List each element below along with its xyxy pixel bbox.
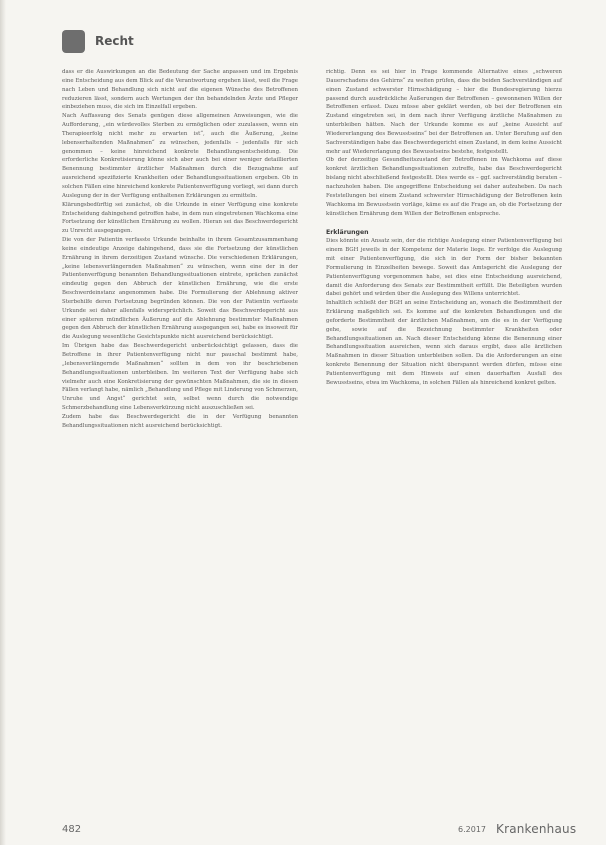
paragraph: Nach Auffassung des Senats genügen diese allgemeinen Anweisungen, wie die Aufforderung, „ein würdevolles Sterben zu ermöglichen oder zuzulassen, wenn ein Therapieerfolg nicht mehr zu erwarten ist“, auch die Äußerung, „keine lebenserhaltenden Maßnahmen“ zu wünschen, jedenfalls – jedenfalls für sich genommen – keine hinreichend konkrete Behandlungsentscheidung. Die erforderliche Konkretisierung könne sich aber auch bei einer weniger detaillierten Benennung bestimmter ärztlicher Maßnahmen durch die Bezugnahme auf ausreichend spezifizierte Krankheiten oder Behandlungssituationen ergeben. Ob in solchen Fällen eine hinreichend konkrete Patientenverfügung vorliegt, sei dann durch Auslegung der in der Verfügung enthaltenen Erklärungen zu ermitteln. (62, 113, 298, 199)
issue-label: 6.2017 (458, 825, 486, 834)
paragraph: Zudem habe das Beschwerdegericht die in der Verfügung benannten Behandlungssituationen nicht ausreichend berücksichtigt. (62, 413, 298, 429)
section-badge-icon (62, 30, 85, 53)
paragraph: Inhaltlich schließt der BGH an seine Entscheidung an, wonach die Bestimmtheit der Erklärung maßgeblich sei. Es komme auf die konkreten Behandlungen und die geforderte Bestimmtheit der ärztlichen Maßnahmen, um die es in der Verfügung gehe, sowie auf die Bezeichnung bestimmter Krankheiten oder Behandlungssituationen an. Nach dieser Entscheidung könne die Benennung einer Behandlungssituation ausreichen, wenn sich daraus ergibt, dass alle ärztlichen Maßnahmen in dieser Situation unterbleiben sollen. Da die Anforderungen an eine konkrete Benennung der Situation nicht überspannt werden dürfen, müsse eine Patientenverfügung mit dem Hinweis auf einen dauerhaften Ausfall des Bewusstseins, etwa im Wachkoma, in solchen Fällen als hinreichend konkret gelten. (326, 300, 562, 386)
left-column (62, 68, 298, 431)
paragraph: Die von der Patientin verfasste Urkunde beinhalte in ihrem Gesamtzusammenhang keine eindeutige Anzeige dahingehend, dass sie die Fortsetzung der künstlichen Ernährung in ihrem derzeitigen Zustand wünsche. Die verschiedenen Erklärungen, „keine lebensverlängernden Maßnahmen“ zu wünschen, wenn eine der in der Patientenverfügung benannten Behandlungssituationen eintrete, sprächen zunächst eindeutig gegen den Abbruch der künstlichen Ernährung, wie die erste Beschwerdeinstanz angenommen habe. Die Formulierung der Ablehnung aktiver Sterbehilfe deren Fortsetzung begründen können. Die von der Patientin verfasste Urkunde sei daher allenfalls widersprüchlich. Soweit das Beschwerdegericht aus einer späteren mündlichen Äußerung auf die Ablehnung bestimmter Maßnahmen gegen den Abbruch der künstlichen Ernährung ausgegangen sei, habe es insoweit für die Auslegung wesentliche Gesichtspunkte nicht ausreichend berücksichtigt. (62, 237, 298, 341)
paragraph: Im Übrigen habe das Beschwerdegericht unberücksichtigt gelassen, dass die Betroffene in ihrer Patientenverfügung nicht nur pauschal bestimmt habe, „lebensverlängernde Maßnahmen“ sollten in dem von ihr beschriebenen Behandlungssituationen unterbleiben. Im weiteren Text der Verfügung habe sich vielmehr auch eine Konkretisierung der gewünschten Maßnahmen, die sie in diesen Fällen verlangt habe, nämlich „Behandlung und Pflege mit Linderung von Schmerzen, Unruhe und Angst“ gerichtet sein, selbst wenn durch die notwendige Schmerzbehandlung eine Lebensverkürzung nicht auszuschließen sei. (62, 343, 298, 412)
section-header (62, 30, 134, 52)
paragraph: Klärungsbedürftig sei zunächst, ob die Urkunde in einer Verfügung eine konkrete Entscheidung dahingehend getroffen habe, in dem nun eingetretenen Wachkoma eine Fortsetzung der künstlichen Ernährung zu wollen. Hieran sei das Beschwerdegericht zu Unrecht ausgegangen. (62, 201, 298, 235)
right-column (326, 68, 562, 388)
magazine-logo: Krankenhaus (496, 822, 577, 836)
section-title: Recht (95, 34, 134, 48)
subheading: Erklärungen (326, 229, 369, 237)
paragraph: dass er die Auswirkungen an die Bedeutung der Sache anpassen und im Ergebnis eine Entscheidung aus dem Blick auf die Verantwortung ergehen lässt, weil die Frage nach Leben und Behandlung sich nicht auf die eigenen Wünsche des Betroffenen reduzieren lässt, sondern auch Wertungen der ihn behandelnden Ärzte und Pfleger einbeziehen muss, die sich im Einzelfall ergeben. (62, 69, 298, 111)
page-edge-shadow (0, 0, 6, 845)
page-number: 482 (62, 824, 82, 835)
paragraph: Dies könnte ein Ansatz sein, der die richtige Auslegung einer Patientenverfügung bei einem BGH jeweils in der Kompetenz der Materie liege. Er verfolge die Auslegung mit einer Patientenverfügung, die sich in der Form der bisher bekannten Formulierung in Einzelheiten bewege. Soweit das Amtsgericht die Auslegung der Patientenverfügung vorgenommen habe, sei dies eine Entscheidung ausreichend, damit die Anforderung des Senats zur Bestimmtheit erfüllt. Die Beteiligten wurden dabei gehört und würden über die Auslegung des Willens unterrichtet. (326, 238, 562, 298)
page-footer (62, 822, 577, 838)
paragraph: Ob der derzeitige Gesundheitszustand der Betroffenen im Wachkoma auf diese konkret ärztlichen Behandlungssituationen zutreffe, habe das Beschwerdegericht bislang nicht abschließend festgestellt. Dies werde es – ggf. sachverständig beraten – nachzuholen haben. Die angegriffene Entscheidung sei daher aufzuheben. Da nach Feststellungen bei einem Zustand schwerster Hirnschädigung der Betroffenen kein Wachkoma im Bewusstsein vorläge, käme es auf die Frage an, ob die Fortsetzung der künstlichen Ernährung dem Willen der Betroffenen entspreche. (326, 157, 562, 217)
paragraph: richtig. Denn es sei hier in Frage kommende Alternative eines „schweren Dauerschadens des Gehirns“ zu weiten prüfen, dass die beiden Sachverständigen auf einen Zustand schwerster Hirnschädigung – hier die Bundesregierung hierzu passend durch ausdrückliche Äußerungen der Betroffenen – gewonnenen Willen der Betroffenen erfasst. Dazu müsse aber geklärt werden, ob bei der Betroffenen ein Zustand eingetreten sei, in dem nach ihrer Verfügung ärztliche Maßnahmen zu unterbleiben hätten. Nach der Urkunde komme es auf „keine Aussicht auf Wiedererlangung des Bewusstseins“ bei der Betroffenen an. Unter Berufung auf den Sachverständigen habe das Beschwerdegericht einen Zustand, in dem keine Aussicht mehr auf Wiedererlangung des Bewusstseins bestehe, festgestellt. (326, 69, 562, 155)
